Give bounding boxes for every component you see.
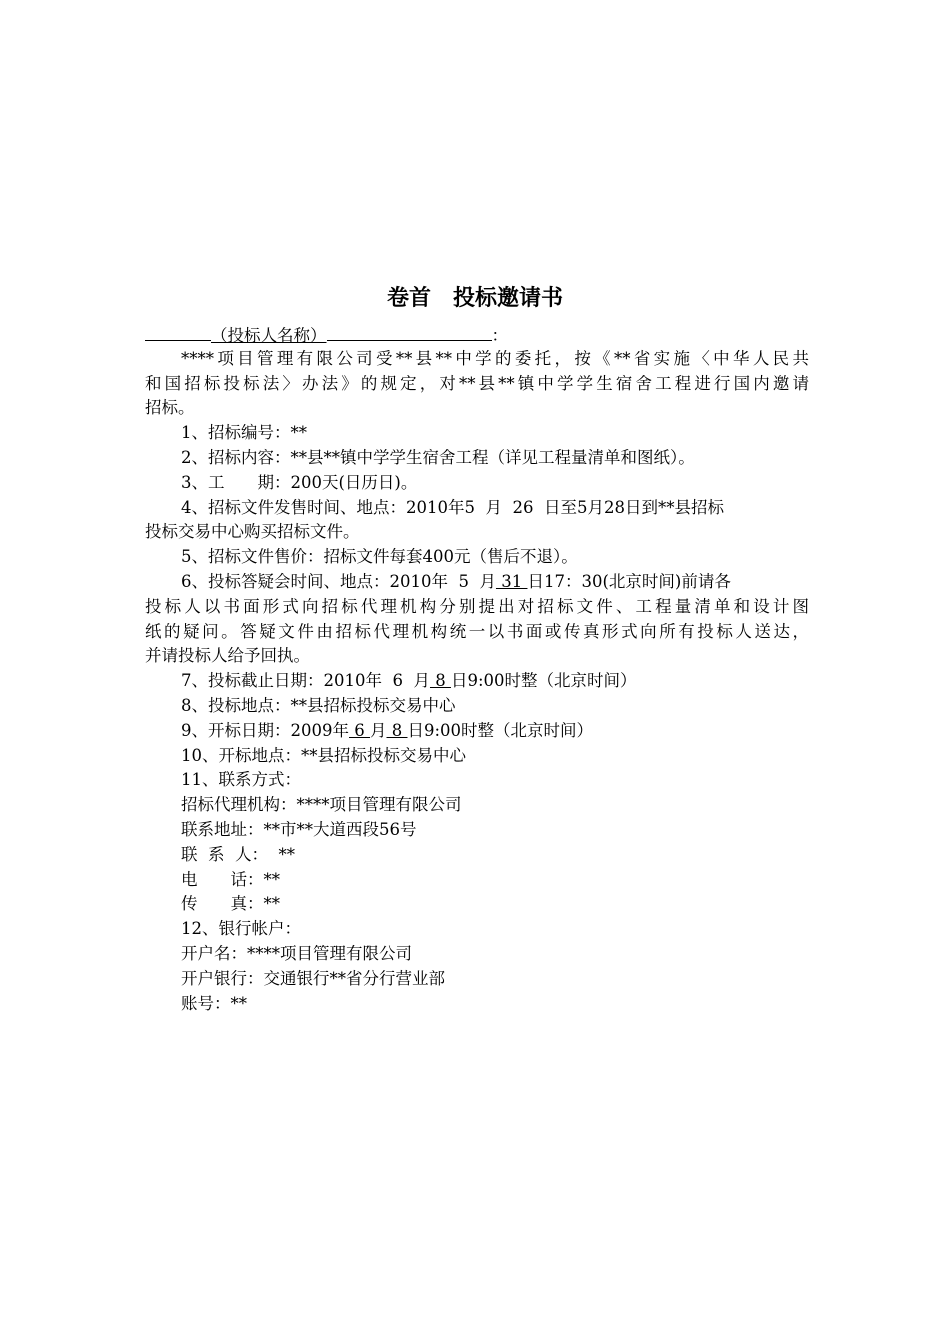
- item-6-line-1: [145, 570, 809, 595]
- document-body: [145, 322, 809, 1016]
- item-7: [145, 669, 809, 694]
- item-9-day: 8: [386, 720, 408, 740]
- item-8: 8、投标地点：**县招标投标交易中心: [181, 695, 456, 715]
- item-11: 11、联系方式：: [181, 770, 301, 790]
- item-12: 12、银行帐户：: [181, 919, 301, 939]
- item-6-prefix: 6、投标答疑会时间、地点：2010年 5 月: [181, 571, 496, 591]
- item-9-mid: 月: [370, 720, 387, 740]
- item-7-prefix: 7、投标截止日期：2010年 6 月: [181, 671, 430, 691]
- item-2: 2、招标内容：**县**镇中学学生宿舍工程（详见工程量清单和图纸）。: [181, 447, 695, 467]
- item-3: [145, 471, 809, 496]
- item-6-line-4: 并请投标人给予回执。: [145, 646, 310, 666]
- fax-line: 传 真：**: [181, 894, 280, 914]
- item-4-line-2: 投标交易中心购买招标文件。: [145, 522, 360, 542]
- item-3-value: 200天(日历日)。: [290, 472, 418, 492]
- account-name-line: 开户名：****项目管理有限公司: [181, 943, 412, 963]
- item-1: 1、招标编号：**: [181, 423, 307, 443]
- item-7-suffix: 日9:00时整（北京时间）: [450, 671, 637, 691]
- addressee-line: [145, 322, 809, 347]
- item-6-line-2: 投标人以书面形式向招标代理机构分别提出对招标文件、工程量清单和设计图: [145, 596, 809, 616]
- item-7-day: 8: [429, 671, 451, 691]
- intro-line-1: ****项目管理有限公司受**县**中学的委托，按《**省实施〈中华人民共: [181, 348, 809, 368]
- bank-line: 开户银行：交通银行**省分行营业部: [181, 968, 445, 988]
- address-line: 联系地址：**市**大道西段56号: [181, 819, 417, 839]
- item-6-line-3: 纸的疑问。答疑文件由招标代理机构统一以书面或传真形式向所有投标人送达，: [145, 621, 809, 641]
- intro-line-3: 招标。: [145, 398, 195, 418]
- bidder-name-label: （投标人名称）: [211, 326, 327, 345]
- addressee-colon: ：: [491, 326, 508, 345]
- bidder-blank-right: [327, 322, 492, 341]
- bidder-blank-left: [145, 322, 211, 341]
- item-9: [145, 719, 809, 744]
- item-6-suffix: 日17：30(北京时间)前请各: [527, 571, 731, 591]
- intro-line-2: 和国招标投标法〉办法》的规定，对**县**镇中学学生宿舍工程进行国内邀请: [145, 373, 809, 393]
- item-4-line-1: 4、招标文件发售时间、地点：2010年5 月 26 日至5月28日到**县招标: [181, 497, 724, 517]
- phone-line: 电 话：**: [181, 869, 280, 889]
- item-5: 5、招标文件售价：招标文件每套400元（售后不退）。: [181, 547, 578, 567]
- account-number-line: 账号：**: [181, 993, 247, 1013]
- item-10: 10、开标地点：**县招标投标交易中心: [181, 745, 466, 765]
- document-title: 卷首 投标邀请书: [386, 286, 563, 311]
- contact-person-line: 联 系 人： **: [181, 844, 295, 864]
- item-3-label: 3、工 期：: [181, 472, 291, 492]
- item-6-day: 31: [495, 571, 528, 591]
- item-9-suffix: 日9:00时整（北京时间）: [407, 720, 594, 740]
- item-9-month: 6: [349, 720, 370, 740]
- agency-line: 招标代理机构：****项目管理有限公司: [181, 795, 462, 815]
- item-9-prefix: 9、开标日期：2009年: [181, 720, 349, 740]
